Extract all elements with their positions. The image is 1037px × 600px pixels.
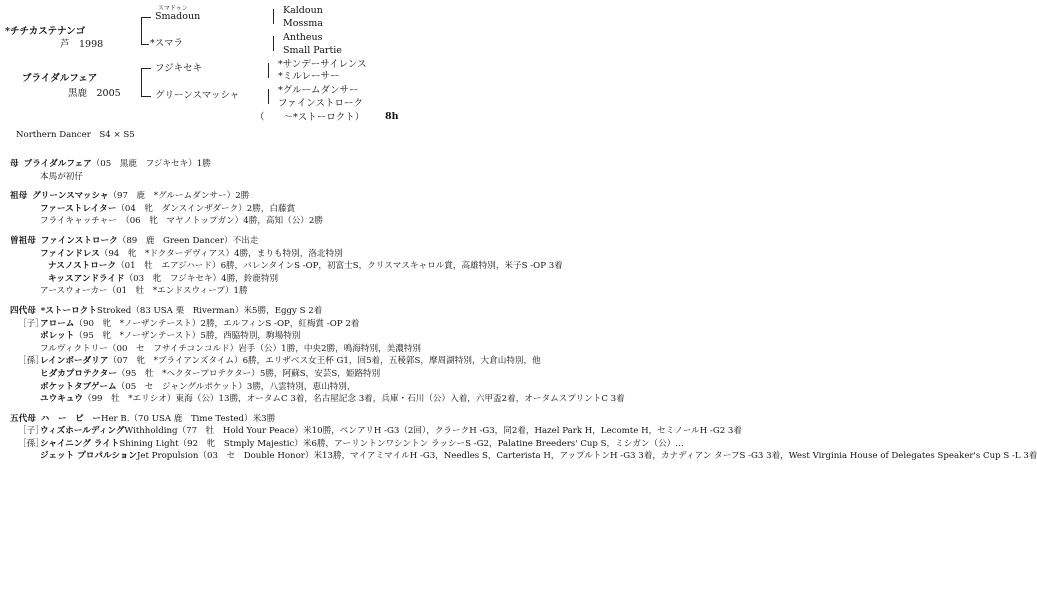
relation-tag: ［孫］: [18, 356, 44, 367]
spacer: [10, 406, 410, 413]
sire-dam-name: *スマラ: [150, 38, 184, 49]
granddam-4: ファインストローク: [278, 98, 364, 109]
grandsire-2: Antheus: [283, 32, 323, 43]
progeny-name: アローム: [40, 318, 75, 329]
progeny-name: ポレット: [40, 331, 75, 342]
generation-tag: 母: [10, 159, 19, 169]
progeny-record: （99 牡 *エリシオ）東海（公）13勝，オータムC 3着，名古屋記念 3着，兵庫・石川（公）入着，六甲盃2着，オータムスプリントC 3着: [82, 394, 625, 405]
dam-record: （97 鹿 *グルームダンサー）2勝: [108, 191, 250, 202]
progeny-name: シャイニング ライト: [40, 438, 120, 449]
dam-name: ハ ー ビ ー: [40, 413, 101, 424]
bracket-smara: [273, 36, 274, 51]
dam-dam-name: グリーンスマッシャ: [155, 90, 240, 101]
progeny-line: [10, 393, 625, 406]
inbreeding-note: Northern Dancer S4 × S5: [16, 130, 135, 140]
progeny-name: ウィズホールディング: [40, 426, 125, 437]
generation-tag: 五代母: [10, 413, 36, 424]
progeny-record: （95 牝 *ノーザンテースト）5勝，西脇特別，駒場特別: [74, 331, 301, 342]
progeny-record: （95 牡 *ヘクタープロテクター）5勝，阿蘇S，安芸S，姫路特別: [116, 368, 381, 379]
relation-tag: ［子］: [18, 318, 44, 329]
horse-name: *チチカステナンゴ: [5, 26, 86, 37]
dam-line-header: [10, 235, 410, 248]
progeny-line: [10, 450, 1037, 463]
dam-name: ブライダルフェア: [22, 73, 98, 84]
dam-name: ブライダルフェア: [23, 159, 92, 169]
sire-name: Smadoun: [155, 11, 201, 22]
dam-name: グリーンスマッシャ: [32, 191, 109, 202]
progeny-line: [10, 260, 563, 273]
progeny-line: [10, 330, 410, 343]
family-record: [10, 158, 1037, 463]
progeny-record: （04 牝 ダンスインザダーク）2勝，白藤賞: [116, 203, 296, 214]
granddam-1: Mossma: [283, 18, 323, 29]
bracket-fujikiseki: [268, 63, 269, 78]
generation-tag: 曽祖母: [10, 235, 36, 246]
progeny-record: （01 牡 エアジハード）6勝，バレンタインS -OP，初富士S，クリスマスキャロル賞，高雄特別，米子S -OP 3着: [116, 261, 563, 272]
progeny-name: レインボーダリア: [40, 356, 109, 367]
progeny-name: ファインドレス: [40, 248, 100, 259]
relation-tag: ［孫］: [18, 438, 44, 449]
text-line: アースウォーカー（01 牡 *エンドスウィープ）1勝: [40, 286, 248, 297]
granddam-4-note: （ ～*ストーロクト）: [255, 112, 365, 123]
progeny-name: ユウキュウ: [40, 394, 83, 405]
dam-sire-name: フジキセキ: [155, 63, 203, 74]
progeny-line: [10, 381, 410, 394]
progeny-record: （90 牝 *ノーザンテースト）2勝，エルフィンS -OP，紅梅賞 -OP 2着: [74, 318, 360, 329]
spacer: [10, 183, 410, 190]
dam-record: （05 黒鹿 フジキセキ）1勝: [91, 159, 211, 169]
generation-tag: 四代母: [10, 305, 36, 316]
dam-info: 黒鹿 2005: [68, 88, 121, 99]
progeny-record: Withholding（77 牡 Hold Your Peace）米10勝，ペンアリH -G3（2回），クラークH -G3，同2着，Hazel Park H，Lecomte H，セミノールH -G2 3着: [124, 426, 742, 437]
dam-line-header: [10, 413, 410, 426]
progeny-name: ファーストレイター: [40, 203, 117, 214]
horse-info: 芦 1998: [60, 39, 104, 50]
text-line: 本馬が初仔: [40, 171, 83, 182]
relation-tag: ［子］: [18, 426, 44, 437]
dam-name: ファインストローク: [40, 235, 118, 246]
text-line: フルヴィクトリー（00 セ フサイチコンコルド）岩手（公）1勝，中央2勝，鳴海特別，美濃特別: [40, 343, 422, 354]
dam-record: Stroked（83 USA 栗 Riverman）米5勝，Eggy S 2着: [96, 305, 323, 316]
progeny-line: [10, 438, 684, 451]
progeny-line: [10, 273, 410, 286]
grandsire-3: *サンデーサイレンス: [278, 59, 367, 70]
progeny-name: ヒダカプロテクター: [40, 368, 117, 379]
progeny-line: [10, 318, 410, 331]
grandsire-4: *グルームダンサー: [278, 85, 359, 96]
sire-kana: スマドゥン: [158, 5, 188, 12]
progeny-record: （05 セ ジャングルポケット）3勝，八雲特別，恵山特別，: [116, 381, 356, 392]
progeny-name: ジェット プロパルション: [40, 451, 137, 462]
dam-record: Her B.（70 USA 鹿 Time Tested）米3勝: [100, 413, 276, 424]
spacer: [10, 298, 410, 305]
granddam-3: *ミルレーサー: [278, 71, 340, 82]
progeny-record: Jet Propulsion（03 セ Double Honor）米13勝，マイアミマイルH -G3，Needles S，Carterista H，アップルトンH -G3 3着，カナディアン ターフS -G3 3着，West Virginia House of Delegates Speaker's Cup S -L 3着: [136, 451, 1037, 462]
progeny-line: [10, 355, 541, 368]
bracket-grass: [268, 89, 269, 104]
progeny-line: [10, 368, 410, 381]
progeny-name: キッスアンドライド: [48, 273, 125, 284]
progeny-line: [10, 248, 410, 261]
grandsire-1: Kaldoun: [283, 5, 323, 16]
family-number: 8h: [385, 111, 399, 122]
progeny-line: [10, 203, 410, 216]
dam-line-header: [10, 158, 410, 171]
progeny-name: ナスノストローク: [48, 261, 117, 272]
bracket-dam: [141, 68, 142, 97]
progeny-name: ボケットタブゲーム: [40, 381, 117, 392]
progeny-record: （94 牝 *ドクターデヴィアス）4勝，まりも特別，洛北特別: [99, 248, 343, 259]
progeny-record: （03 牝 フジキセキ）4勝，鈴鹿特別: [124, 273, 279, 284]
bracket-sire: [141, 17, 142, 45]
dam-record: （89 鹿 Green Dancer）不出走: [117, 235, 259, 246]
dam-name: *ストーロクト: [40, 305, 97, 316]
bracket-smadoun: [273, 9, 274, 24]
dam-line-header: [10, 305, 410, 318]
generation-tag: 祖母: [10, 191, 28, 202]
text-line: フライキャッチャー （06 牝 マヤノトップガン）4勝，高知（公）2勝: [40, 216, 323, 227]
progeny-record: （07 牝 *ブライアンズタイム）6勝，エリザベス女王杯 G1，回5着，五稜郭S，摩周湖特別，大倉山特別，他: [108, 356, 541, 367]
spacer: [10, 228, 410, 235]
progeny-line: [10, 425, 742, 438]
dam-line-header: [10, 190, 410, 203]
granddam-2: Small Partie: [283, 45, 342, 56]
progeny-record: Shining Light（92 牝 Stmply Majestic）米6勝，アーリントンワシントン ラッシーS -G2，Palatine Breeders' Cup S，ミシガン（公）…: [119, 438, 684, 449]
